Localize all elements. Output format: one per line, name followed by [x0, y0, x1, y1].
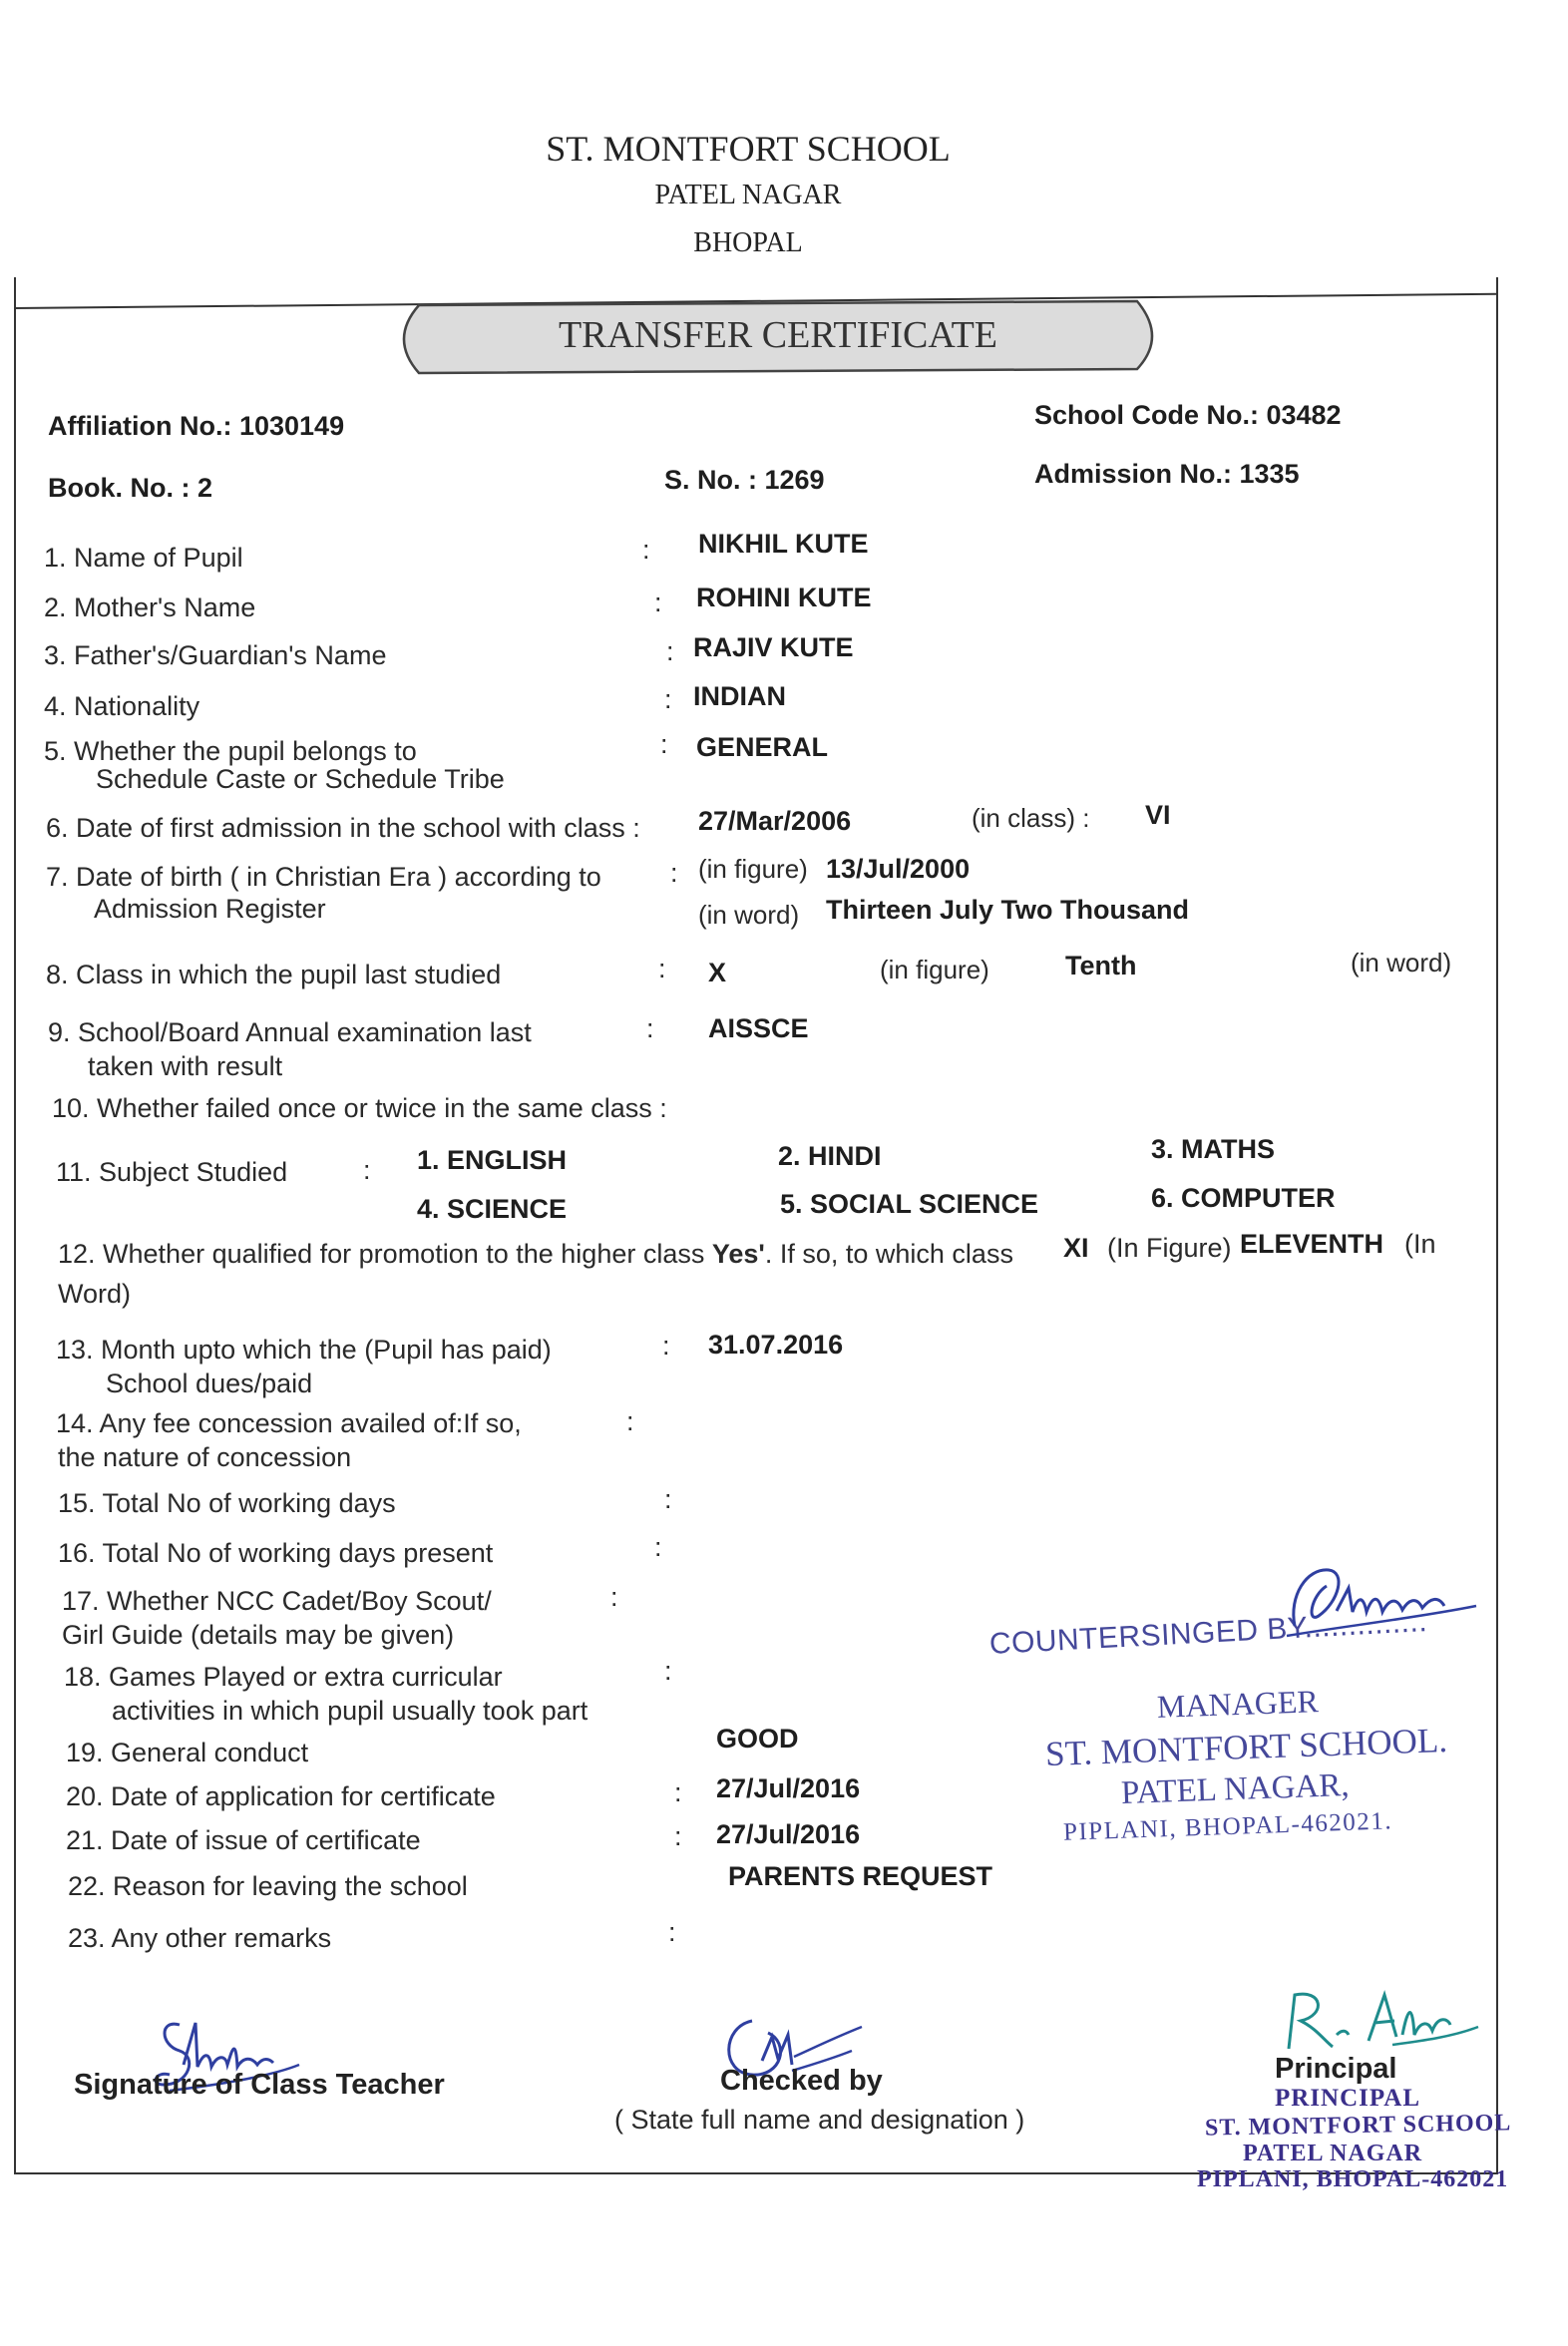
subject-6: 6. COMPUTER	[1151, 1183, 1336, 1213]
item-4-label: 4. Nationality	[44, 691, 200, 721]
principal-stamp-area: PATEL NAGAR	[1243, 2141, 1423, 2166]
item-12-in-figure: (In Figure)	[1107, 1233, 1232, 1263]
school-code-no: School Code No.: 03482	[1034, 400, 1342, 430]
item-19-value: GOOD	[716, 1724, 799, 1754]
countersigned-by: COUNTERSINGED BY..............	[988, 1605, 1428, 1661]
item-10-label: 10. Whether failed once or twice in the same class :	[52, 1093, 667, 1123]
item-9-colon: :	[646, 1013, 654, 1043]
principal-stamp-address: PIPLANI, BHOPAL-462021	[1197, 2166, 1509, 2192]
principal-stamp-role: PRINCIPAL	[1275, 2085, 1421, 2112]
item-22-value: PARENTS REQUEST	[728, 1861, 993, 1891]
item-18-label: 18. Games Played or extra curricular	[64, 1662, 503, 1692]
item-14-label-line2: the nature of concession	[58, 1442, 352, 1472]
item-6-label: 6. Date of first admission in the school with class :	[46, 813, 640, 843]
item-16-colon: :	[654, 1532, 662, 1562]
serial-no: S. No. : 1269	[664, 465, 825, 495]
item-8-colon: :	[658, 954, 666, 983]
item-12-in-word-end: Word)	[58, 1279, 132, 1309]
item-3-colon: :	[666, 636, 674, 666]
item-17-label-line2: Girl Guide (details may be given)	[62, 1620, 455, 1650]
item-6-value: 27/Mar/2006	[698, 806, 852, 836]
item-8-in-word: (in word)	[1351, 948, 1452, 978]
subject-2: 2. HINDI	[778, 1141, 882, 1171]
certificate-title: TRANSFER CERTIFICATE	[558, 314, 998, 356]
item-13-colon: :	[662, 1331, 670, 1361]
manager-signature	[1267, 1556, 1486, 1646]
manager-stamp-role: MANAGER	[1156, 1683, 1320, 1725]
checked-by-note: ( State full name and designation )	[614, 2105, 1025, 2135]
item-11-label: 11. Subject Studied	[56, 1157, 288, 1187]
item-8-value: X	[708, 958, 727, 987]
item-23-colon: :	[668, 1917, 676, 1947]
item-5-value: GENERAL	[696, 732, 829, 762]
item-23-label: 23. Any other remarks	[68, 1923, 332, 1953]
item-7-label-line2: Admission Register	[94, 894, 326, 924]
principal-label: Principal	[1275, 2053, 1397, 2085]
item-3-value: RAJIV KUTE	[693, 632, 854, 662]
item-16-label: 16. Total No of working days present	[58, 1538, 494, 1568]
item-3-label: 3. Father's/Guardian's Name	[44, 640, 387, 670]
manager-stamp-area: PATEL NAGAR,	[1120, 1767, 1351, 1811]
item-13-label-line2: School dues/paid	[106, 1368, 313, 1398]
item-20-colon: :	[674, 1777, 682, 1807]
item-7-word-value: Thirteen July Two Thousand	[826, 895, 1190, 925]
item-19-label: 19. General conduct	[66, 1738, 309, 1767]
item-9-value: AISSCE	[708, 1013, 809, 1043]
school-city: BHOPAL	[693, 227, 803, 258]
affiliation-no: Affiliation No.: 1030149	[48, 411, 345, 441]
item-12-mid: . If so, to which class	[764, 1239, 1013, 1269]
item-13-value: 31.07.2016	[708, 1330, 844, 1360]
subject-1: 1. ENGLISH	[417, 1145, 568, 1175]
item-11-colon: :	[363, 1155, 371, 1185]
item-22-label: 22. Reason for leaving the school	[68, 1871, 468, 1901]
item-4-colon: :	[664, 684, 672, 714]
book-no: Book. No. : 2	[48, 473, 213, 503]
item-20-value: 27/Jul/2016	[716, 1773, 861, 1803]
class-teacher-label: Signature of Class Teacher	[74, 2069, 445, 2101]
item-18-label-line2: activities in which pupil usually took part	[112, 1696, 588, 1726]
item-9-label: 9. School/Board Annual examination last	[48, 1017, 532, 1047]
item-21-colon: :	[674, 1821, 682, 1851]
item-6-class-value: VI	[1145, 800, 1171, 830]
item-1-label: 1. Name of Pupil	[44, 543, 243, 573]
subject-3: 3. MATHS	[1151, 1134, 1276, 1164]
item-12-line	[58, 1239, 1013, 1270]
item-4-value: INDIAN	[693, 681, 786, 711]
item-8-in-figure: (in figure)	[880, 955, 989, 984]
item-18-colon: :	[664, 1656, 672, 1686]
item-7-in-figure: (in figure)	[698, 854, 808, 884]
item-14-label: 14. Any fee concession availed of:If so,	[56, 1408, 522, 1438]
item-1-colon: :	[642, 535, 650, 565]
item-12-class-figure: XI	[1063, 1233, 1089, 1263]
item-12-class-word: ELEVENTH	[1240, 1229, 1384, 1259]
item-2-label: 2. Mother's Name	[44, 592, 256, 622]
subject-5: 5. SOCIAL SCIENCE	[780, 1189, 1039, 1219]
subject-4: 4. SCIENCE	[417, 1194, 568, 1224]
item-15-colon: :	[664, 1484, 672, 1514]
manager-stamp-address: PIPLANI, BHOPAL-462021.	[1062, 1807, 1393, 1846]
manager-stamp-school: ST. MONTFORT SCHOOL.	[1044, 1720, 1448, 1774]
item-9-label-line2: taken with result	[88, 1051, 283, 1081]
item-12-in-word-start: (In	[1404, 1229, 1436, 1259]
item-5-label: 5. Whether the pupil belongs to	[44, 736, 417, 766]
item-17-colon: :	[610, 1582, 618, 1612]
item-7-label: 7. Date of birth ( in Christian Era ) according to	[46, 862, 601, 892]
item-20-label: 20. Date of application for certificate	[66, 1781, 496, 1811]
item-6-in-class: (in class) :	[972, 803, 1090, 833]
item-14-colon: :	[626, 1406, 634, 1436]
checked-by-label: Checked by	[720, 2065, 883, 2097]
item-12-label: 12. Whether qualified for promotion to the higher class	[58, 1239, 705, 1269]
item-8-word-value: Tenth	[1065, 951, 1137, 980]
item-1-value: NIKHIL KUTE	[698, 529, 869, 559]
item-2-colon: :	[654, 587, 662, 617]
item-12-answer: Yes'	[711, 1239, 765, 1269]
item-7-figure-value: 13/Jul/2000	[826, 854, 971, 884]
school-area: PATEL NAGAR	[654, 180, 842, 210]
item-8-label: 8. Class in which the pupil last studied	[46, 960, 502, 989]
item-7-colon: :	[670, 858, 678, 888]
item-17-label: 17. Whether NCC Cadet/Boy Scout/	[62, 1586, 492, 1616]
item-2-value: ROHINI KUTE	[696, 583, 872, 612]
school-name: ST. MONTFORT SCHOOL	[546, 129, 951, 169]
item-21-label: 21. Date of issue of certificate	[66, 1825, 421, 1855]
item-5-label-line2: Schedule Caste or Schedule Tribe	[96, 764, 505, 794]
item-15-label: 15. Total No of working days	[58, 1488, 396, 1518]
item-7-in-word: (in word)	[698, 900, 800, 930]
principal-stamp-school: ST. MONTFORT SCHOOL	[1204, 2110, 1512, 2142]
item-21-value: 27/Jul/2016	[716, 1819, 861, 1849]
admission-no: Admission No.: 1335	[1034, 459, 1300, 489]
item-13-label: 13. Month upto which the (Pupil has paid)	[56, 1335, 552, 1365]
item-5-colon: :	[660, 729, 668, 759]
